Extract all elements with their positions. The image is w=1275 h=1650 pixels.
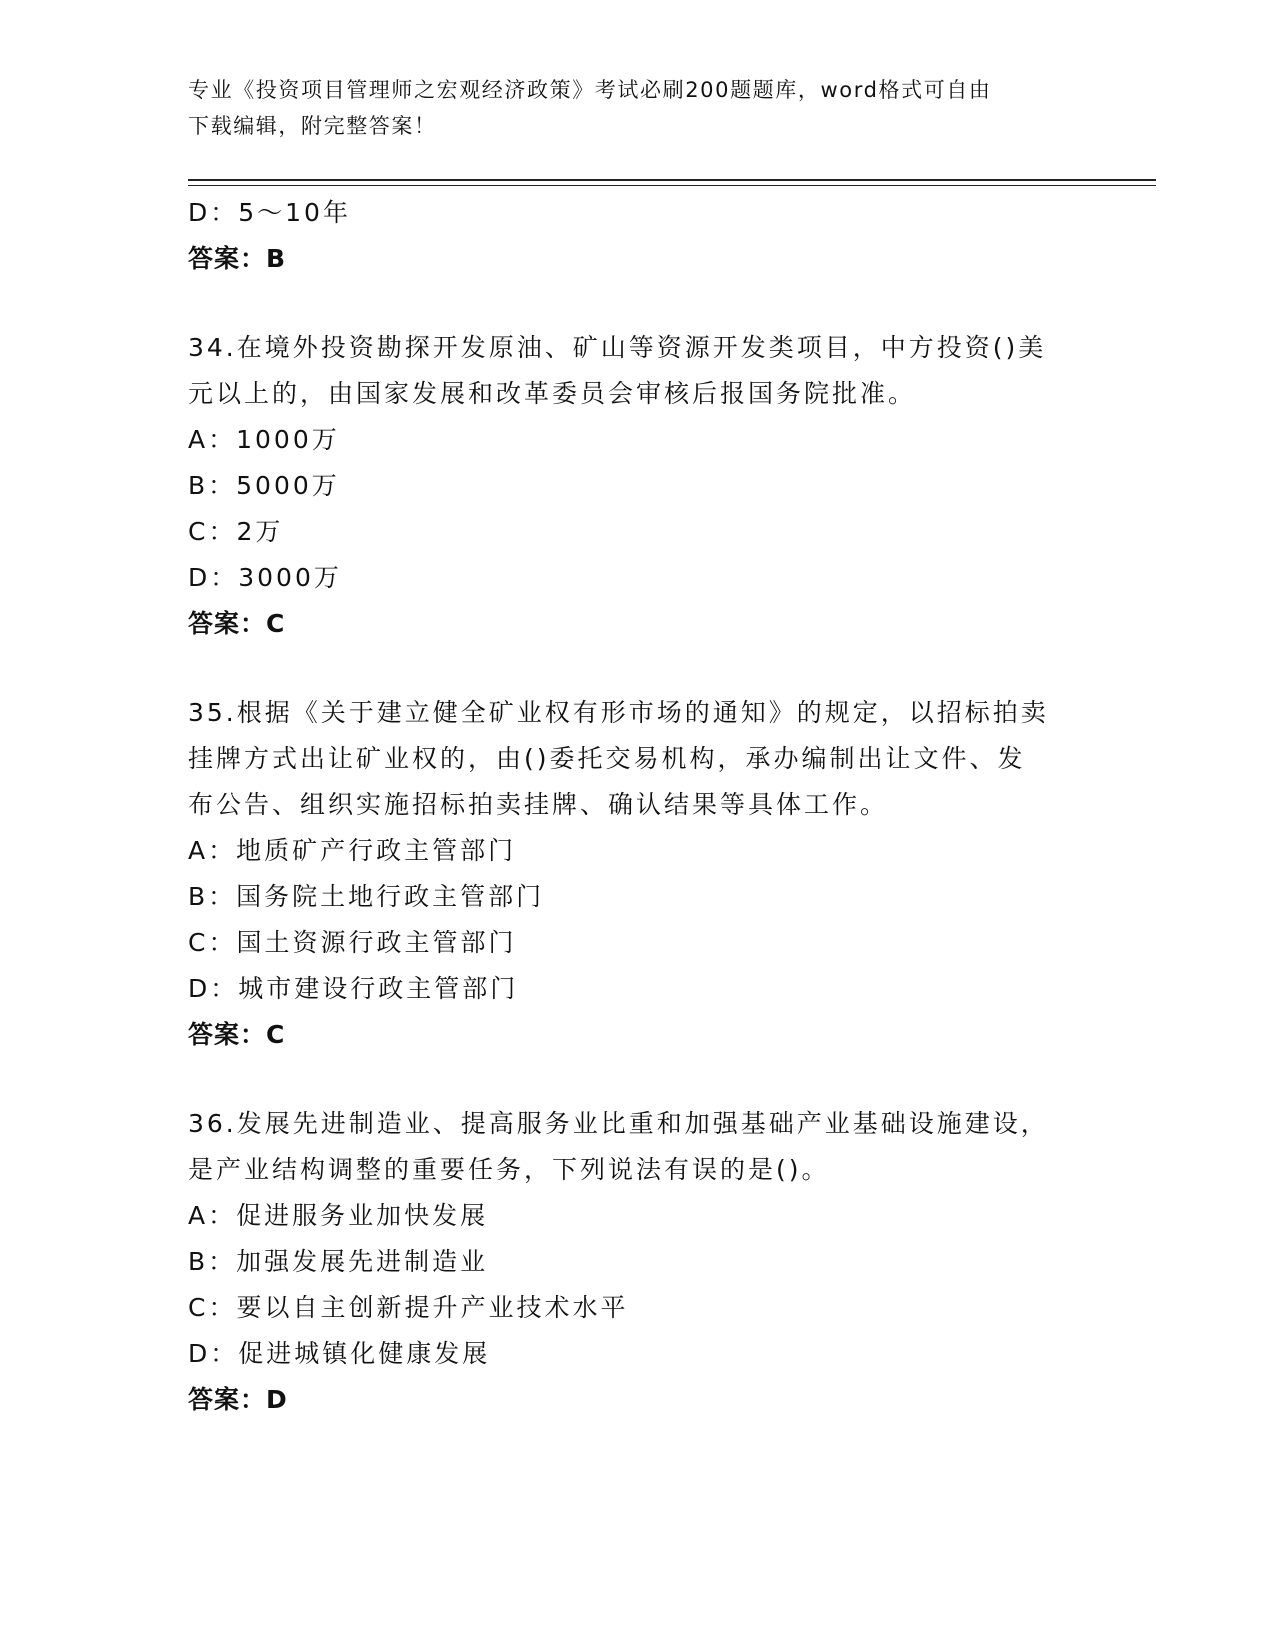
option-c: C：要以自主创新提升产业技术水平 <box>188 1293 629 1322</box>
header-divider <box>188 179 1156 181</box>
question-text: 34.在境外投资勘探开发原油、矿山等资源开发类项目，中方投资()美 <box>188 333 1047 362</box>
option-a: A：1000万 <box>188 425 340 454</box>
document-header <box>188 72 1088 144</box>
option-b: B：国务院土地行政主管部门 <box>188 882 545 911</box>
option-d: D：3000万 <box>188 563 342 592</box>
question-text: 布公告、组织实施招标拍卖挂牌、确认结果等具体工作。 <box>188 790 889 819</box>
question-35 <box>188 690 1088 1058</box>
option-c: C：国土资源行政主管部门 <box>188 928 517 957</box>
option-b: B：加强发展先进制造业 <box>188 1247 489 1276</box>
option-b: B：5000万 <box>188 471 340 500</box>
option-a: A：促进服务业加快发展 <box>188 1201 489 1230</box>
header-line-2: 下载编辑，附完整答案！ <box>188 114 437 138</box>
answer: 答案：C <box>188 1020 286 1049</box>
option-d: D：促进城镇化健康发展 <box>188 1339 491 1368</box>
answer: 答案：D <box>188 1385 288 1414</box>
question-36 <box>188 1101 1088 1423</box>
question-text: 36.发展先进制造业、提高服务业比重和加强基础产业基础设施建设， <box>188 1109 1049 1138</box>
header-line-1: 专业《投资项目管理师之宏观经济政策》考试必刷200题题库，word格式可自由 <box>188 78 992 102</box>
question-text: 元以上的，由国家发展和改革委员会审核后报国务院批准。 <box>188 379 917 408</box>
question-text: 是产业结构调整的重要任务，下列说法有误的是()。 <box>188 1155 830 1184</box>
header-divider-thin <box>188 185 1156 186</box>
question-text: 35.根据《关于建立健全矿业权有形市场的通知》的规定，以招标拍卖 <box>188 698 1049 727</box>
question-list <box>188 190 1088 1423</box>
option-c: C：2万 <box>188 517 284 546</box>
option-d: D：城市建设行政主管部门 <box>188 974 519 1003</box>
question-text: 挂牌方式出让矿业权的，由()委托交易机构，承办编制出让文件、发 <box>188 744 1026 773</box>
answer: 答案：C <box>188 609 286 638</box>
answer: 答案：B <box>188 244 287 273</box>
option-d: D：5～10年 <box>188 198 351 227</box>
option-a: A：地质矿产行政主管部门 <box>188 836 517 865</box>
question-34 <box>188 325 1088 647</box>
